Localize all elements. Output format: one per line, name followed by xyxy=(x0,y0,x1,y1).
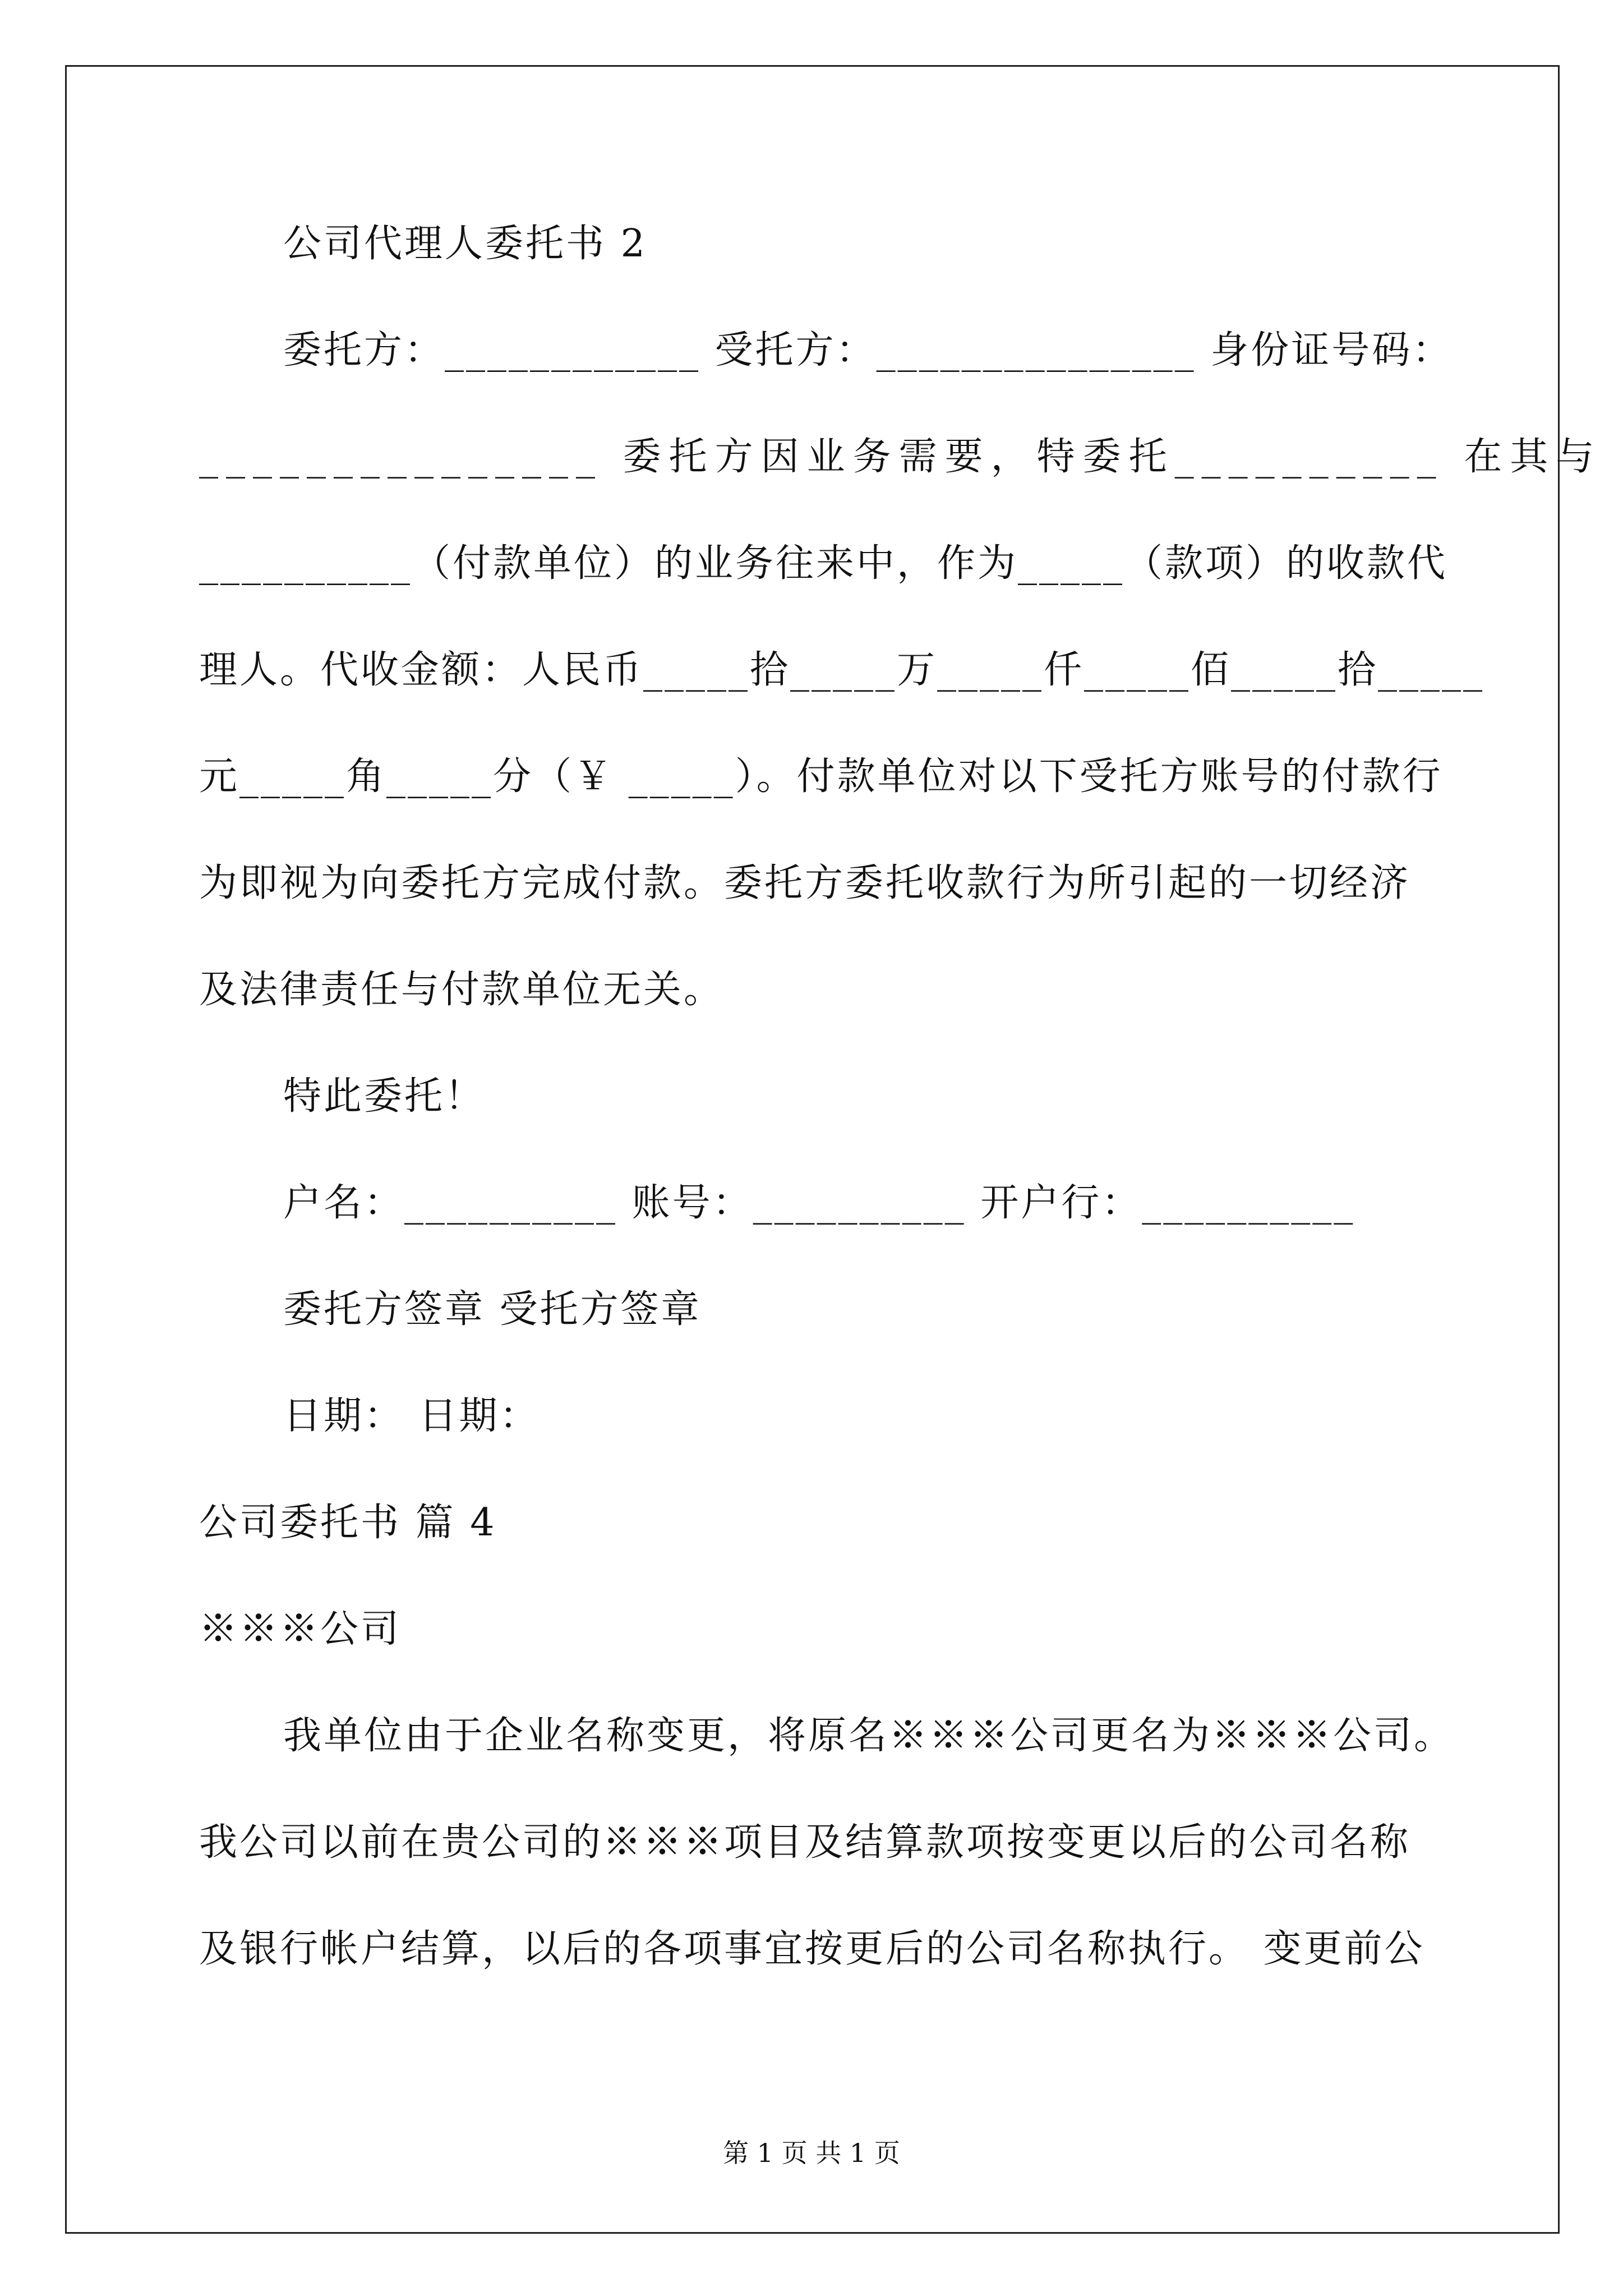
paragraph-line: _______________ 委托方因业务需要，特委托__________ 在其与 xyxy=(199,435,1602,479)
paragraph-line: 户名：__________ 账号：__________ 开户行：__________ xyxy=(283,1181,1355,1225)
paragraph-line: 我单位由于企业名称变更，将原名※※※公司更名为※※※公司。 xyxy=(283,1714,1455,1758)
paragraph-line: 委托方签章 受托方签章 xyxy=(283,1287,702,1332)
paragraph-line: 日期： 日期： xyxy=(283,1394,540,1438)
paragraph-line: 及法律责任与付款单位无关。 xyxy=(199,968,725,1012)
page-footer: 第 1 页 共 1 页 xyxy=(723,2138,900,2168)
paragraph-line: 及银行帐户结算，以后的各项事宜按更后的公司名称执行。 变更前公 xyxy=(199,1927,1425,1971)
paragraph-line: __________（付款单位）的业务往来中，作为_____（款项）的收款代 xyxy=(199,541,1448,586)
page-border xyxy=(65,65,1602,2234)
document-title: 公司代理人委托书 2 xyxy=(283,222,647,266)
paragraph-line: 我公司以前在贵公司的※※※项目及结算款项按变更以后的公司名称 xyxy=(199,1820,1411,1865)
paragraph-line: 委托方：____________ 受托方：_______________ 身份证号码： xyxy=(283,328,1453,372)
paragraph-line: ※※※公司 xyxy=(199,1607,402,1651)
paragraph-line: 特此委托！ xyxy=(283,1074,486,1119)
paragraph-line: 为即视为向委托方完成付款。委托方委托收款行为所引起的一切经济 xyxy=(199,861,1411,905)
paragraph-line: 元_____角_____分（￥ _____）。付款单位对以下受托方账号的付款行 xyxy=(199,754,1443,799)
paragraph-line: 理人。代收金额：人民币_____拾_____万_____仟_____佰_____拾_____ xyxy=(199,648,1485,692)
section-heading: 公司委托书 篇 4 xyxy=(199,1501,497,1545)
